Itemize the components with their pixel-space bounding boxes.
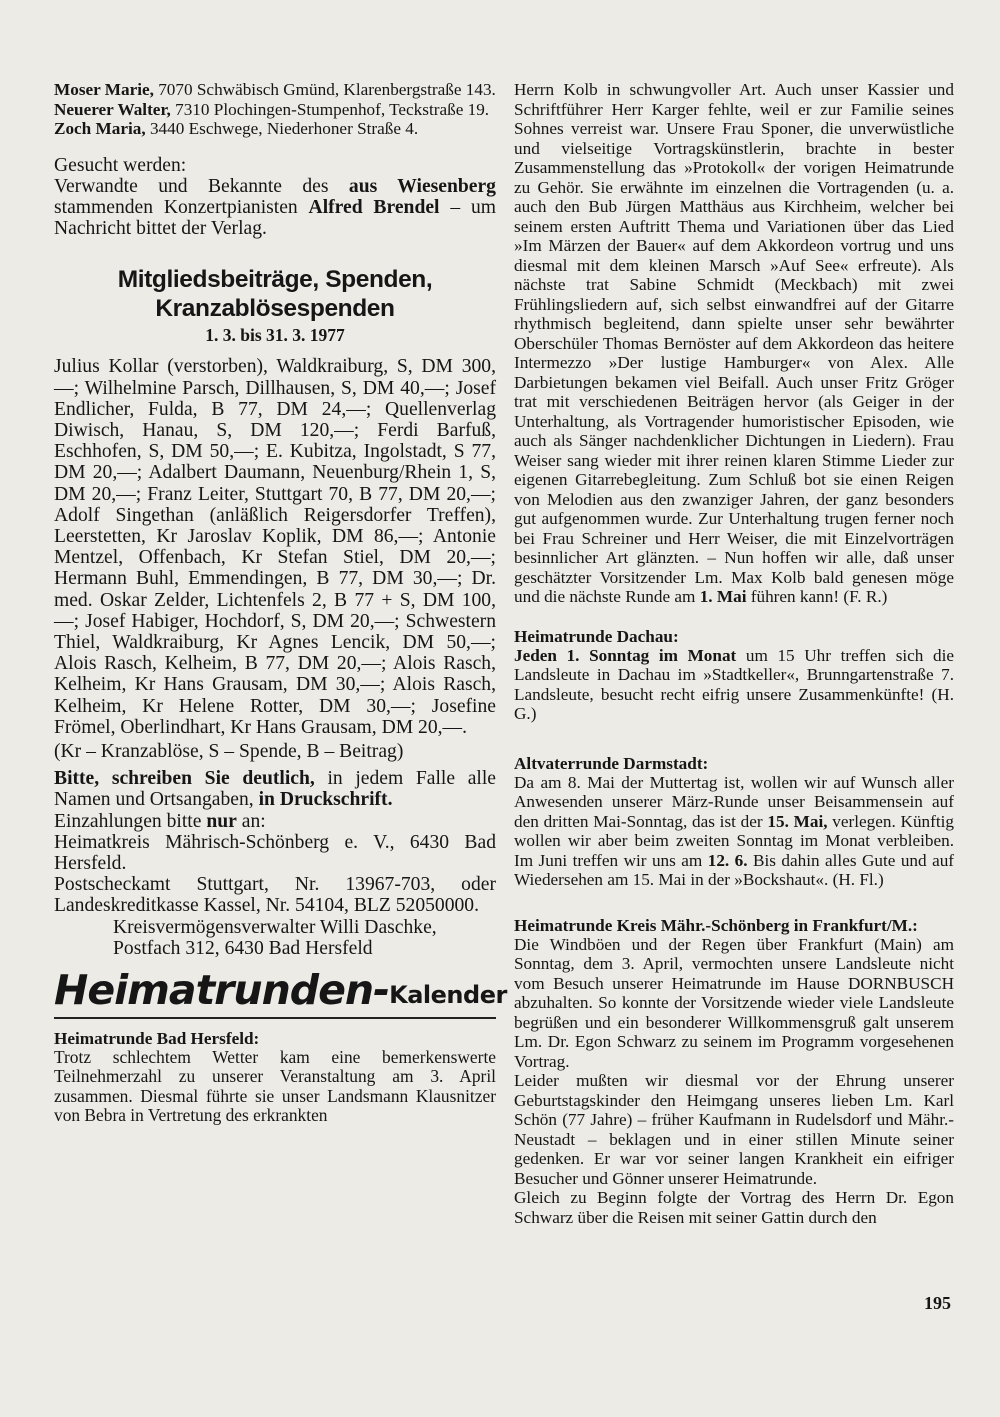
- payment-accounts: Postscheckamt Stuttgart, Nr. 13967-703, oder Landeskreditkasse Kassel, Nr. 54104, BLZ 52050000.: [54, 874, 496, 917]
- section-text: Gleich zu Beginn folgte der Vortrag des Herrn Dr. Egon Schwarz über die Reisen mit seiner Gattin durch den: [514, 1188, 954, 1227]
- search-notice: [54, 155, 496, 240]
- donations-dates: 1. 3. bis 31. 3. 1977: [205, 325, 345, 346]
- right-column: [514, 80, 954, 1227]
- payment-org: Heimatkreis Mährisch-Schönberg e. V., 6430 Bad Hersfeld.: [54, 831, 496, 874]
- address-entry: Moser Marie, 7070 Schwäbisch Gmünd, Klarenbergstraße 143.: [54, 80, 496, 99]
- section-text: Trotz schlechtem Wetter kam eine bemerkenswerte Teilnehmerzahl zu unserer Veranstaltung am 3. April zusammen. Diesmal führte sie unser Landsmann Klausnitzer von Bebra in Vertretung des erkrankten: [54, 1047, 496, 1125]
- section-heading: Heimatrunde Bad Hersfeld:: [54, 1029, 260, 1048]
- address-entry: Neuerer Walter, 7310 Plochingen-Stumpenhof, Teckstraße 19.: [54, 99, 490, 119]
- section-heading: Heimatrunde Dachau:: [514, 626, 679, 646]
- payment-intro: Einzahlungen bitte nur an:: [54, 810, 266, 832]
- donations-list: Julius Kollar (verstorben), Waldkraiburg, S, DM 300,—; Wilhelmine Parsch, Dillhausen, S, DM 40,—; Josef Endlicher, Fulda, B 77, DM 24,—; Quellenverlag Diwisch, Hanau, S, DM 120,—; Ferdi Barfuß, Eschhofen, S, DM 50,—; E. Kubitza, Ingolstadt, S 77, DM 20,—; Adalbert Daumann, Neuenburg/Rhein 1, S, DM 20,—; Franz Leiter, Stuttgart 70, B 77, DM 20,—; Adolf Singethan (anläßlich Reigersdorfer Treffen), Leerstetten, Kr Jaroslav Koplik, DM 86,—; Antonie Mentzel, Offenbach, Kr Stefan Stiel, DM 20,—; Hermann Buhl, Emmendingen, B 77, DM 30,—; Dr. med. Oskar Zelder, Lichtenfels 2, B 77 + S, DM 100,—; Josef Habiger, Hochdorf, S, DM 20,—; Schwestern Thiel, Waldkraiburg, Kr Agnes Lencik, DM 50,—; Alois Rasch, Kelheim, B 77, DM 20,—; Alois Rasch, Kelheim, Kr Hans Grausam, DM 30,—; Alois Rasch, Kelheim, Kr Helene Rotter, DM 30,—; Josefine Frömel, Oberlindhart, Kr Hans Grausam, DM 20,—.: [54, 356, 496, 738]
- section-text: Jeden 1. Sonntag im Monat um 15 Uhr treffen sich die Landsleute in Dachau im »Stadtkeller«, Brunngartenstraße 7. Landsleute, besucht recht eifrig unsere Zusammenkünfte! (H. G.): [514, 645, 954, 723]
- calendar-heading: [54, 966, 507, 1014]
- section-text: Leider mußten wir diesmal vor der Ehrung unserer Geburtstagskinder den Heimgang unseres lieben Lm. Karl Schön (77 Jahre) – früher Kaufmann in Rudelsdorf und Mähr.-Neustadt – beklagen und in einer stillen Minute seiner gedenken. Er war vor seiner langen Krankheit ein eifriger Besucher und Gönner unserer Heimatrunde.: [514, 1071, 954, 1188]
- search-heading: Gesucht werden:: [54, 154, 187, 176]
- address-entry: Zoch Maria, 3440 Eschwege, Niederhoner Straße 4.: [54, 119, 419, 138]
- section-heading: Altvaterrunde Darmstadt:: [514, 753, 709, 773]
- section-text: Da am 8. Mai der Muttertag ist, wollen wir auf Wunsch aller Anwesenden unserer März-Runde unser Beisammensein auf den dritten Mai-Sonntag, das ist der 15. Mai, verlegen. Künftig wollen wir aber beim zweiten Sonntag im Monat verbleiben. Im Juni treffen wir uns am 12. 6. Bis dahin alles Gute und auf Wiedersehen am 15. Mai in der »Bockshaut«. (H. Fl.): [514, 772, 955, 889]
- calendar-heading-rest: Kalender: [389, 981, 507, 1009]
- section-heading: Heimatrunde Kreis Mähr.-Schönberg in Frankfurt/M.:: [514, 915, 918, 935]
- calendar-rule: [54, 1017, 496, 1019]
- print-note: Bitte, schreiben Sie deutlich, in jedem Falle alle Namen und Ortsangaben, in Druckschrift.: [54, 768, 497, 811]
- calendar-heading-script: Heimatrunden-: [54, 966, 390, 1014]
- left-column: [54, 80, 507, 1125]
- hersfeld-continued: Herrn Kolb in schwungvoller Art. Auch unser Kassier und Schriftführer Herr Karger fehlte, weil er zur Familie seines Sohnes verreist war. Unsere Frau Sponer, die unverwüstliche und vielseitige Vortragskünstlerin, brachte in bester Zusammenstellung das »Protokoll« der vorigen Heimatrunde zu Gehör. Sie erwähnte im einzelnen die Vortragenden (u. a. auch den Bub Jürgen Matthäus aus Kirchheim, welcher bei seinem ersten Auftritt Thema und Variationen über das Lied »Im Märzen der Bauer« auf dem Akkordeon vortrug und uns diesmal mit dem kleinen Marsch »Auf See« erfreute). Als nächste trat Sabine Schmidt (Meckbach) mit zwei Frühlingsliedern auf, sich selbst einwandfrei auf der Gitarre rhythmisch begleitend, dann spielte unser sehr bewährter Oberschüler Thomas Bernöster auf dem Akkordeon das heitere Intermezzo »Der lustige Hamburger« von Alex. Alle Darbietungen bekamen viel Beifall. Auch unser Fritz Gröger trat mit verschiedenen Beiträgen hervor (als Geiger in der Unterhaltung, als Vortragender humoristischer Episoden, wie auch als Sänger nachdenklicher Dichtungen in Liedern). Frau Weiser sang wieder mit ihrer reinen klaren Stimme Lieder zur eigenen Gitarrebegleitung. Zum Schluß bot sie einen Reigen von Melodien aus den zwanziger Jahren, der ganz besonders gut aufgenommen wurde. Zur Unterhaltung trugen ferner noch bei Frau Schreiner und Herr Weiser, die mit Einzelvorträgen besinnlicher Art glänzten. – Nun hoffen wir alle, daß unser geschätzter Vorsitzender Lm. Max Kolb bald genesen möge und die nächste Runde am 1. Mai führen kann! (F. R.): [514, 80, 954, 606]
- donations-legend: (Kr – Kranzablöse, S – Spende, B – Beitrag): [54, 740, 404, 762]
- admin-line: Postfach 312, 6430 Bad Hersfeld: [113, 937, 373, 959]
- admin-line: Kreisvermögensverwalter Willi Daschke,: [113, 916, 437, 938]
- page-number: 195: [924, 1293, 951, 1313]
- search-text: Verwandte und Bekannte des aus Wiesenberg stammenden Konzertpianisten Alfred Brendel – um Nachricht bittet der Verlag.: [54, 175, 496, 240]
- section-text: Die Windböen und der Regen über Frankfurt (Main) am Sonntag, dem 3. April, vermochten unsere Landsleute nicht vom Besuch unserer Heimatrunde im Hause DORNBUSCH abzuhalten. So konnte der Vorsitzende wieder viele Landsleute begrüßen und ein besonderer Willkommensgruß galt unserem Lm. Dr. Egon Schwarz zu seinem im Programm vorgesehenen Vortrag.: [514, 934, 954, 1071]
- address-list: [54, 80, 496, 139]
- donations-title: Mitgliedsbeiträge, Spenden, Kranzablösespenden: [117, 266, 433, 323]
